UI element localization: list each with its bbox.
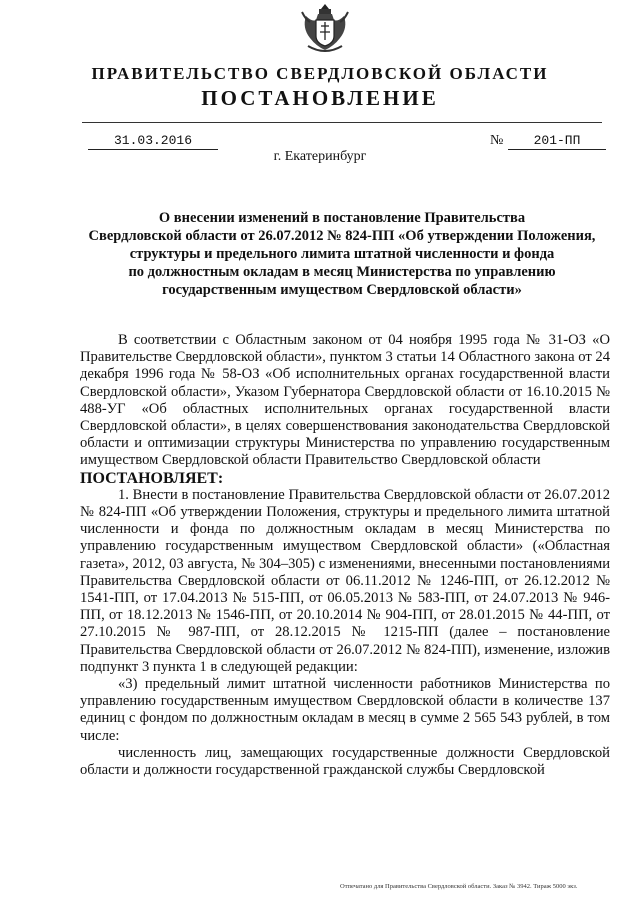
government-name: ПРАВИТЕЛЬСТВО СВЕРДЛОВСКОЙ ОБЛАСТИ <box>91 64 549 83</box>
document-number: 201-ПП <box>508 133 606 150</box>
document-body <box>80 332 610 779</box>
preamble-paragraph: В соответствии с Областным законом от 04 ноября 1995 года № 31-ОЗ «О Правительстве Свердловской области», пунктом 3 статьи 14 Областного закона от 24 декабря 1996 года № 58-ОЗ «Об исполнительных органах государственной власти Свердловской области», Указом Губернатора Свердловской области от 16.10.2015 № 488-УГ «Об областных исполнительных органах государственной власти Свердловской области», в целях совершенствования законодательства Свердловской области и оптимизации структуры Министерства по управлению государственным имуществом Свердловской области Правительство Свердловской области <box>80 332 610 469</box>
print-footer: Отпечатано для Правительства Свердловской области. Заказ № 3942. Тираж 5000 экз. <box>340 883 578 890</box>
clause-1-paragraph: 1. Внести в постановление Правительства Свердловской области от 26.07.2012 № 824-ПП «Об утверждении Положения, структуры и предельного лимита штатной численности и фонда по должностным окладам в месяц Министерства по управлению государственным имуществом Свердловской области» («Областная газета», 2012, 03 августа, № 304–305) с изменениями, внесенными постановлениями Правительства Свердловской области от 06.11.2012 № 1246-ПП, от 26.12.2012 № 1541-ПП, от 17.04.2013 № 515-ПП, от 06.05.2013 № 583-ПП, от 24.07.2013 № 946-ПП, от 18.12.2013 № 1546-ПП, от 20.10.2014 № 904-ПП, от 28.01.2015 № 44-ПП, от 27.10.2015 № 987-ПП, от 28.12.2015 № 1215-ПП (далее – постановление Правительства Свердловской области от 26.07.2012 № 824-ПП), изменение, изложив подпункт 3 пункта 1 в следующей редакции: <box>80 486 610 675</box>
title-line: структуры и предельного лимита штатной численности и фонда <box>129 246 555 262</box>
document-type: ПОСТАНОВЛЕНИЕ <box>201 86 439 110</box>
number-label: № <box>490 133 504 148</box>
title-line: О внесении изменений в постановление Правительства <box>158 210 526 226</box>
header-divider <box>82 122 602 123</box>
coat-of-arms-icon <box>300 2 350 58</box>
title-line: Свердловской области от 26.07.2012 № 824-ПП «Об утверждении Положения, <box>88 228 596 244</box>
subclause-3-paragraph: «3) предельный лимит штатной численности работников Министерства по управлению государственным имуществом Свердловской области в количестве 137 единиц с фондом по должностным окладам в месяц в сумме 2 565 543 рублей, в том числе: <box>80 676 610 744</box>
staff-paragraph: численность лиц, замещающих государственные должности Свердловской области и должности государственной гражданской службы Свердловской <box>80 744 610 779</box>
document-date: 31.03.2016 <box>88 133 218 150</box>
resolves-heading: ПОСТАНОВЛЯЕТ: <box>80 469 224 487</box>
title-line: государственным имуществом Свердловской области» <box>162 282 522 298</box>
title-line: по должностным окладам в месяц Министерства по управлению <box>128 264 556 280</box>
document-title <box>78 209 606 299</box>
city: г. Екатеринбург <box>273 149 367 164</box>
